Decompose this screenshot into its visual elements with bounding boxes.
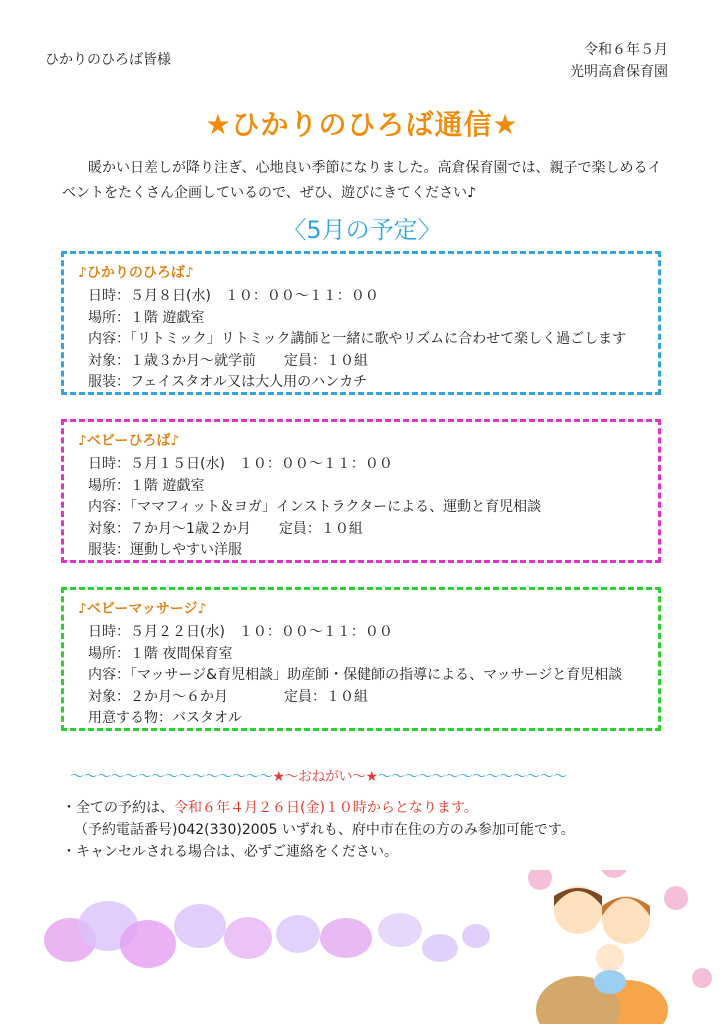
notice-reservation-date: 令和６年４月２６日(金)１０時からとなります。 [174, 800, 478, 816]
event-target: 対象：２か月～６か月 定員：１０組 [88, 688, 368, 705]
intro-paragraph: 暖かい日差しが降り注ぎ、心地良い季節になりました。高倉保育園では、親子で楽しめるイベントをたくさん企画しているので、ぜひ、遊びにきてください♪ [62, 160, 662, 201]
notice-heading: ★～おねがい～★ [272, 769, 378, 785]
event-target: 対象：７か月～1歳２か月 定員：１０組 [88, 520, 363, 537]
decorative-illustration [0, 870, 724, 1024]
event-place: 場所：１階 遊戯室 [88, 309, 205, 326]
event-items: 用意する物：バスタオル [88, 710, 242, 726]
event-content: 内容：「リトミック」リトミック講師と一緒に歌やリズムに合わせて楽しく過ごします [88, 331, 627, 347]
newsletter-title: ★ひかりのひろば通信★ [205, 108, 519, 141]
addressee: ひかりのひろば皆様 [45, 52, 171, 68]
organization-name: 光明高倉保育園 [570, 64, 668, 80]
event-place: 場所：１階 遊戯室 [88, 477, 205, 494]
event-title: ♪ひかりのひろば♪ [78, 265, 194, 281]
divider-wave-left: ～～～～～～～～～～～～～～～ [70, 769, 273, 785]
event-datetime: 日時：５月２２日(水) １０：００～１１：００ [88, 624, 393, 640]
event-title: ♪ベビーマッサージ♪ [78, 601, 207, 617]
event-datetime: 日時：５月８日(水) １０：００～１１：００ [88, 288, 379, 304]
event-content: 内容：「マッサージ&育児相談」助産師・保健師の指導による、マッサージと育児相談 [88, 667, 623, 683]
notice-list [62, 797, 575, 863]
notice-reservation [62, 797, 575, 819]
bubble-decoration [44, 901, 490, 968]
notice-reservation-prefix: ・全ての予約は、 [62, 800, 174, 816]
event-target: 対象：１歳３か月～就学前 定員：１０組 [88, 352, 368, 369]
event-box-hikari [61, 251, 661, 395]
event-clothes: 服装：フェイスタオル又は大人用のハンカチ [88, 374, 368, 390]
event-datetime: 日時：５月１５日(水) １０：００～１１：００ [88, 456, 393, 472]
divider-wave-right: ～～～～～～～～～～～～～～ [377, 769, 567, 785]
issue-info [570, 39, 668, 83]
notice-cancel: ・キャンセルされる場合は、必ずご連絡をください。 [62, 844, 398, 860]
event-box-baby-massage [61, 587, 661, 731]
schedule-heading: 〈5月の予定〉 [282, 216, 442, 244]
event-box-baby-hiroba [61, 419, 661, 563]
event-clothes: 服装：運動しやすい洋服 [88, 542, 242, 558]
event-content: 内容：「ママフィット＆ヨガ」インストラクターによる、運動と育児相談 [88, 499, 542, 515]
family-illustration [536, 886, 668, 1024]
event-title: ♪ベビーひろば♪ [78, 433, 180, 449]
notice-divider [70, 766, 660, 786]
notice-phone: （予約電話番号)042(330)2005 いずれも、府中市在住の方のみ参加可能です。 [74, 822, 575, 838]
event-place: 場所：１階 夜間保育室 [88, 645, 233, 662]
issue-date: 令和６年５月 [584, 42, 668, 58]
